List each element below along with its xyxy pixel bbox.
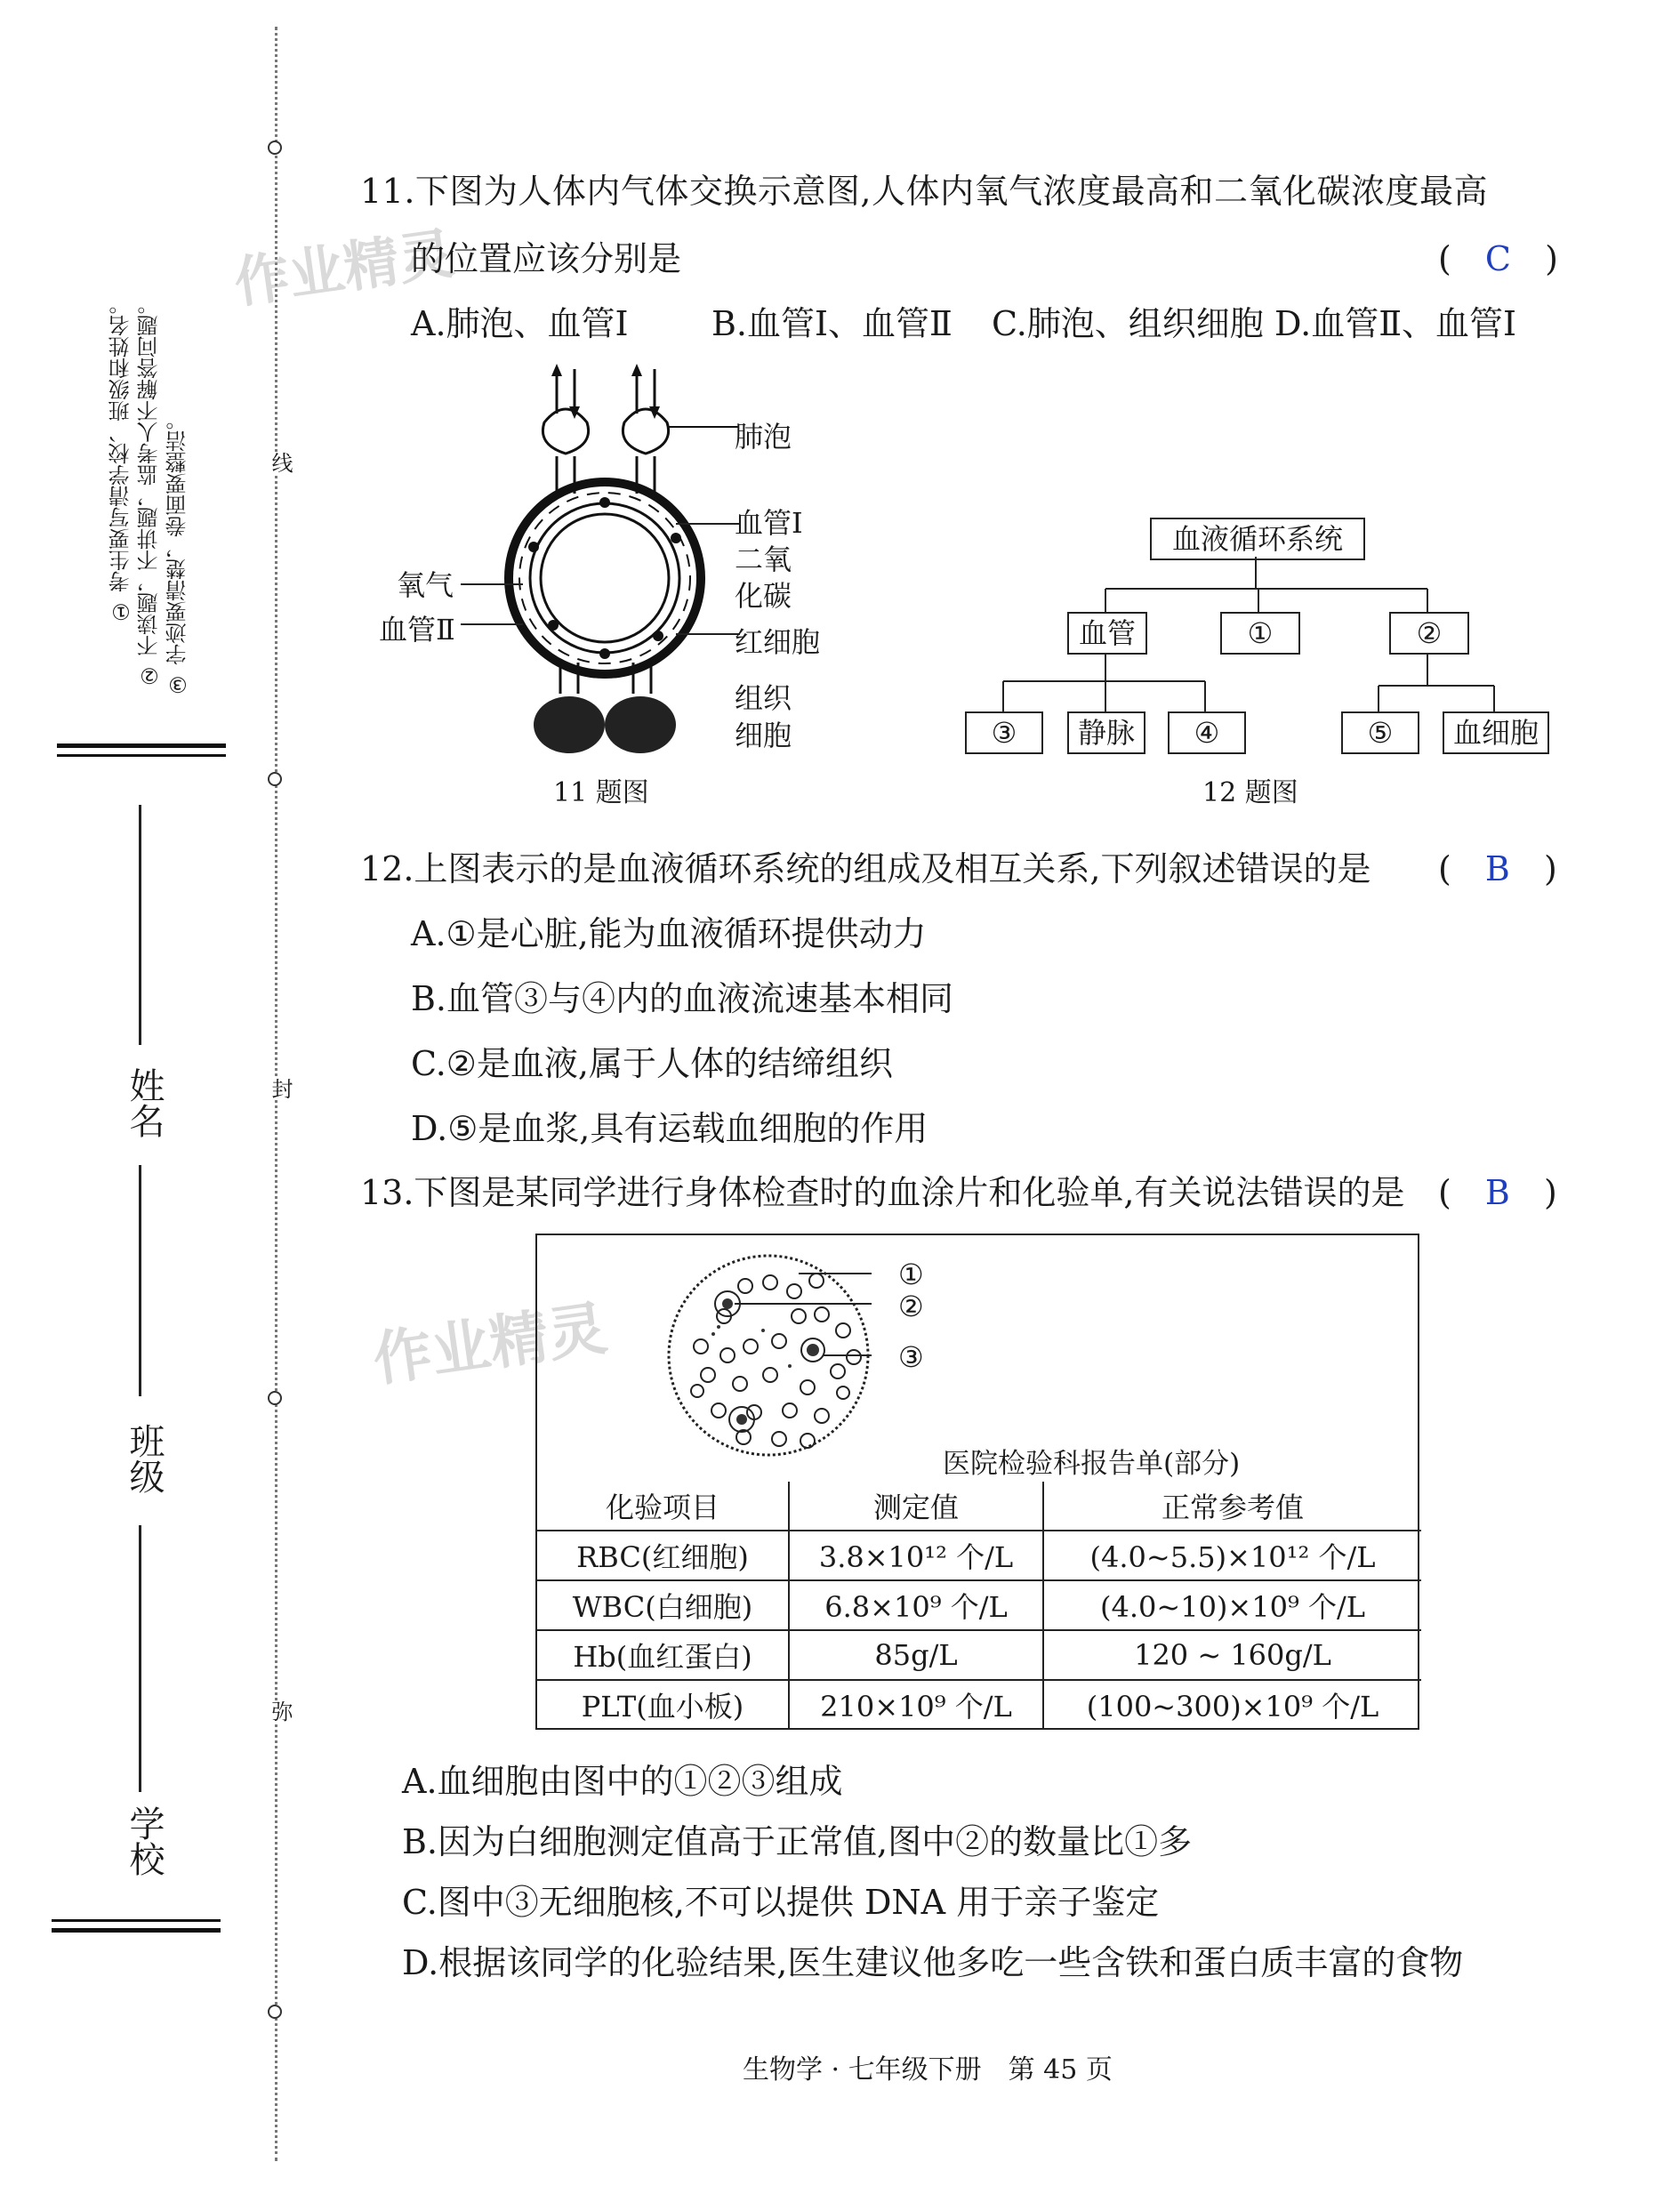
mi-mark: 弥 xyxy=(265,1700,296,1722)
q12-option-d: D.⑤是血浆,具有运载血细胞的作用 xyxy=(411,1109,928,1148)
table-row xyxy=(537,1630,1421,1680)
q12-tree-connectors xyxy=(961,557,1565,713)
table-row xyxy=(537,1680,1421,1729)
table-header-cell: 测定值 xyxy=(789,1482,1043,1531)
line-mark: 线 xyxy=(265,452,296,473)
q11-option-b: B.血管Ⅰ、血管Ⅱ xyxy=(711,304,953,343)
q12-node-vessel: 血管 xyxy=(1067,612,1147,655)
q11-caption: 11 题图 xyxy=(553,777,649,808)
q13-report-title: 医院检验科报告单(部分) xyxy=(943,1448,1241,1480)
table-row xyxy=(537,1531,1421,1580)
q11-answer-paren: ( C ) xyxy=(1438,239,1558,278)
q13-answer: B xyxy=(1484,1173,1510,1212)
q12-node-vein: 静脉 xyxy=(1067,711,1145,754)
q13-smear-label-3: ③ xyxy=(898,1340,924,1374)
q13-smear-label-1: ① xyxy=(898,1258,924,1291)
instruction-note-1: ① 考生要写清学校、班级和姓名。 xyxy=(109,293,133,624)
table-header-row xyxy=(537,1482,1421,1531)
q12-answer-paren: ( B ) xyxy=(1438,849,1557,888)
table-cell: 3.8×10¹² 个/L xyxy=(789,1531,1043,1580)
q11-label-vessel2: 血管Ⅱ xyxy=(379,613,455,647)
q11-option-c: C.肺泡、组织细胞 xyxy=(992,304,1264,343)
q11-fig-pointer-vessel1 xyxy=(676,523,740,525)
q11-label-vessel1: 血管Ⅰ xyxy=(735,506,803,540)
q12-node-blood-cells: 血细胞 xyxy=(1443,711,1549,754)
q11-label-co2-a: 二氧 xyxy=(735,542,792,576)
table-cell: 85g/L xyxy=(789,1630,1043,1680)
q12-option-b: B.血管③与④内的血液流速基本相同 xyxy=(411,979,954,1018)
q13-option-b: B.因为白细胞测定值高于正常值,图中②的数量比①多 xyxy=(402,1822,1193,1861)
q12-stem: 12.上图表示的是血液循环系统的组成及相互关系,下列叙述错误的是 xyxy=(360,849,1371,888)
q13-smear-label-2: ② xyxy=(898,1290,924,1323)
binding-rule-bottom xyxy=(52,1919,221,1922)
q13-blood-smear xyxy=(665,1242,879,1473)
q11-fig-pointer-vessel2 xyxy=(461,623,523,625)
binding-rule-top xyxy=(57,743,226,748)
q13-option-c: C.图中③无细胞核,不可以提供 DNA 用于亲子鉴定 xyxy=(402,1883,1160,1922)
q11-answer: C xyxy=(1484,239,1511,278)
binding-rule-top-2 xyxy=(57,754,226,757)
table-cell: 210×10⁹ 个/L xyxy=(789,1680,1043,1729)
school-label: 学校 xyxy=(124,1805,165,1877)
q11-stem-line1: 11.下图为人体内气体交换示意图,人体内氧气浓度最高和二氧化碳浓度最高 xyxy=(360,172,1489,211)
table-cell: Hb(血红蛋白) xyxy=(537,1630,789,1680)
q11-label-alveolus: 肺泡 xyxy=(735,420,792,454)
table-cell: WBC(白细胞) xyxy=(537,1580,789,1630)
q13-lab-report-table xyxy=(537,1482,1421,1729)
q12-caption: 12 题图 xyxy=(1202,777,1298,808)
table-cell: 120 ~ 160g/L xyxy=(1043,1630,1421,1680)
q11-option-d: D.血管Ⅱ、血管Ⅰ xyxy=(1274,304,1517,343)
q13-answer-paren: ( B ) xyxy=(1438,1173,1557,1212)
q11-label-rbc: 红细胞 xyxy=(735,625,821,659)
table-cell: 6.8×10⁹ 个/L xyxy=(789,1580,1043,1630)
q12-node-5: ⑤ xyxy=(1341,711,1419,754)
table-cell: (4.0~5.5)×10¹² 个/L xyxy=(1043,1531,1421,1580)
cut-circle-1 xyxy=(268,141,282,155)
cut-circle-4 xyxy=(268,2005,282,2019)
name-label: 姓名 xyxy=(124,1067,165,1138)
instruction-note-3: ③ 字迹要清楚，卷面要整洁。 xyxy=(165,409,190,697)
watermark-1: 作业精灵 xyxy=(229,221,458,316)
q11-label-co2-b: 化碳 xyxy=(735,579,792,613)
q11-stem-line2: 的位置应该分别是 xyxy=(411,239,682,278)
q12-answer: B xyxy=(1484,849,1510,888)
name-line-2 xyxy=(139,1165,141,1396)
instruction-note-2: ② 不读题，不讲题，监考人不解答问题。 xyxy=(137,293,162,688)
q13-option-a: A.血细胞由图中的①②③组成 xyxy=(402,1762,843,1801)
q12-node-4: ④ xyxy=(1168,711,1246,754)
q12-node-3: ③ xyxy=(965,711,1043,754)
table-header-cell: 化验项目 xyxy=(537,1482,789,1531)
q12-option-c: C.②是血液,属于人体的结缔组织 xyxy=(411,1044,893,1083)
table-cell: (100~300)×10⁹ 个/L xyxy=(1043,1680,1421,1729)
class-label: 班级 xyxy=(124,1423,165,1494)
q11-fig-pointer-rbc xyxy=(676,633,740,635)
q13-option-d: D.根据该同学的化验结果,医生建议他多吃一些含铁和蛋白质丰富的食物 xyxy=(402,1943,1464,1982)
q11-label-tissue-a: 组织 xyxy=(735,681,792,715)
q12-node-root: 血液循环系统 xyxy=(1150,518,1365,560)
table-row xyxy=(537,1580,1421,1630)
class-line xyxy=(139,1525,141,1792)
table-cell: (4.0~10)×10⁹ 个/L xyxy=(1043,1580,1421,1630)
q11-fig-pointer-oxygen xyxy=(461,583,523,585)
q11-label-tissue-b: 细胞 xyxy=(735,719,792,752)
seal-mark: 封 xyxy=(265,1078,296,1099)
watermark-2: 作业精灵 xyxy=(368,1293,611,1394)
cut-circle-2 xyxy=(268,772,282,786)
q11-option-a: A.肺泡、血管Ⅰ xyxy=(411,304,629,343)
cut-circle-3 xyxy=(268,1391,282,1405)
binding-rule-bottom-2 xyxy=(52,1928,221,1933)
table-cell: PLT(血小板) xyxy=(537,1680,789,1729)
q12-option-a: A.①是心脏,能为血液循环提供动力 xyxy=(411,914,927,953)
q13-stem: 13.下图是某同学进行身体检查时的血涂片和化验单,有关说法错误的是 xyxy=(360,1173,1405,1212)
q11-gas-exchange-figure xyxy=(480,360,747,760)
q12-node-2: ② xyxy=(1389,612,1469,655)
page-footer: 生物学 · 七年级下册 第 45 页 xyxy=(743,2054,1113,2086)
q12-node-1: ① xyxy=(1220,612,1300,655)
table-header-cell: 正常参考值 xyxy=(1043,1482,1421,1531)
name-line-1 xyxy=(139,805,141,1045)
table-cell: RBC(红细胞) xyxy=(537,1531,789,1580)
q11-label-oxygen: 氧气 xyxy=(397,568,454,602)
